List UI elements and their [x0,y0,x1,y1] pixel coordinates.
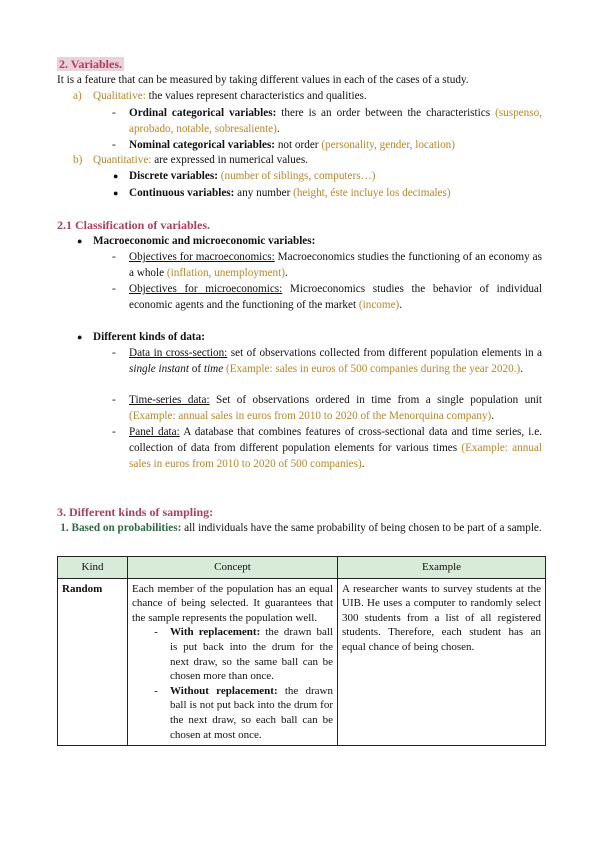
sampling-table [57,556,546,746]
cell-kind: Random [58,578,128,746]
ordinal-variables-item: Ordinal categorical variables: there is an order between the characteristics (suspenso, aprobado, notable, sobresaliente). [129,107,542,135]
variables-intro: It is a feature that can be measured by taking different values in each of the cases of a study. [57,74,469,86]
without-replacement-item: - Without replacement: the drawn ball is not put back into the drum for the next draw, so each ball can be chosen at most once. [154,684,333,741]
objectives-macroeconomics-item: Objectives for macroeconomics: Macroeconomics studies the functioning of an economy as a whole (inflation, unemployment). [129,251,542,279]
quantitative-item: Quantitative: are expressed in numerical values. [93,154,308,166]
dash-marker: - [112,251,116,263]
table-header-row [58,557,546,579]
section-heading-sampling: 3. Different kinds of sampling: [57,505,214,519]
cross-section-data-item: Data in cross-section: set of observations collected from different population elements in a single instant of time (Example: sales in euros of 500 companies during the year 2020.). [129,347,542,375]
dash-marker: - [112,426,116,438]
dash-marker: - [112,347,116,359]
table-row [58,578,546,746]
panel-data-item: Panel data: A database that combines features of cross-sectional data and time series, i.e. collection of data from different population elements for various times (Example: annual sales in euros from 2010 to 2020 of 500 companies). [129,426,542,470]
bullet-marker: ● [77,236,83,246]
time-series-data-item: Time-series data: Set of observations ordered in time from a single population unit (Example: annual sales in euros from 2010 to 2020 of the Menorquina company). [129,394,542,422]
bullet-marker: ● [113,188,119,198]
discrete-variables-item: Discrete variables: (number of siblings, computers…) [129,170,376,182]
probability-sampling-intro: 1. Based on probabilities: all individuals have the same probability of being chosen to be part of a sample. [60,522,542,534]
nominal-variables-item: Nominal categorical variables: not order (personality, gender, location) [129,139,455,151]
dash-marker: - [112,107,116,119]
list-marker-a: a) [73,90,82,102]
bullet-marker: ● [77,332,83,342]
objectives-microeconomics-item: Objectives for microeconomics: Microeconomics studies the behavior of individual economic agents and the functioning of the market (income). [129,283,542,311]
section-heading-classification: 2.1 Classification of variables. [57,218,210,232]
kinds-of-data-title: Different kinds of data: [93,331,205,343]
qualitative-item: Qualitative: the values represent characteristics and qualities. [93,90,367,102]
dash-marker: - [112,139,116,151]
with-replacement-item: - With replacement: the drawn ball is put back into the drum for the next draw, so the same ball can be chosen more than once. [154,626,333,683]
list-marker-b: b) [73,154,83,166]
header-concept: Concept [128,557,338,579]
header-example: Example [338,557,546,579]
section-heading-variables: 2. Variables. [59,57,123,71]
continuous-variables-item: Continuous variables: any number (height, éste incluye los decimales) [129,187,451,199]
cell-concept [128,578,338,746]
bullet-marker: ● [113,171,119,181]
header-kind: Kind [58,557,128,579]
cell-example: A researcher wants to survey students at the UIB. He uses a computer to randomly select 300 students from a list of all registered students. Therefore, each student has an equal chance of being chosen. [338,578,546,746]
concept-text: Each member of the population has an equal chance of being selected. It guarantees that the sample represents the population well. [132,582,333,624]
dash-marker: - [112,283,116,295]
dash-marker: - [112,394,116,406]
macro-micro-title: Macroeconomic and microeconomic variables: [93,235,316,247]
